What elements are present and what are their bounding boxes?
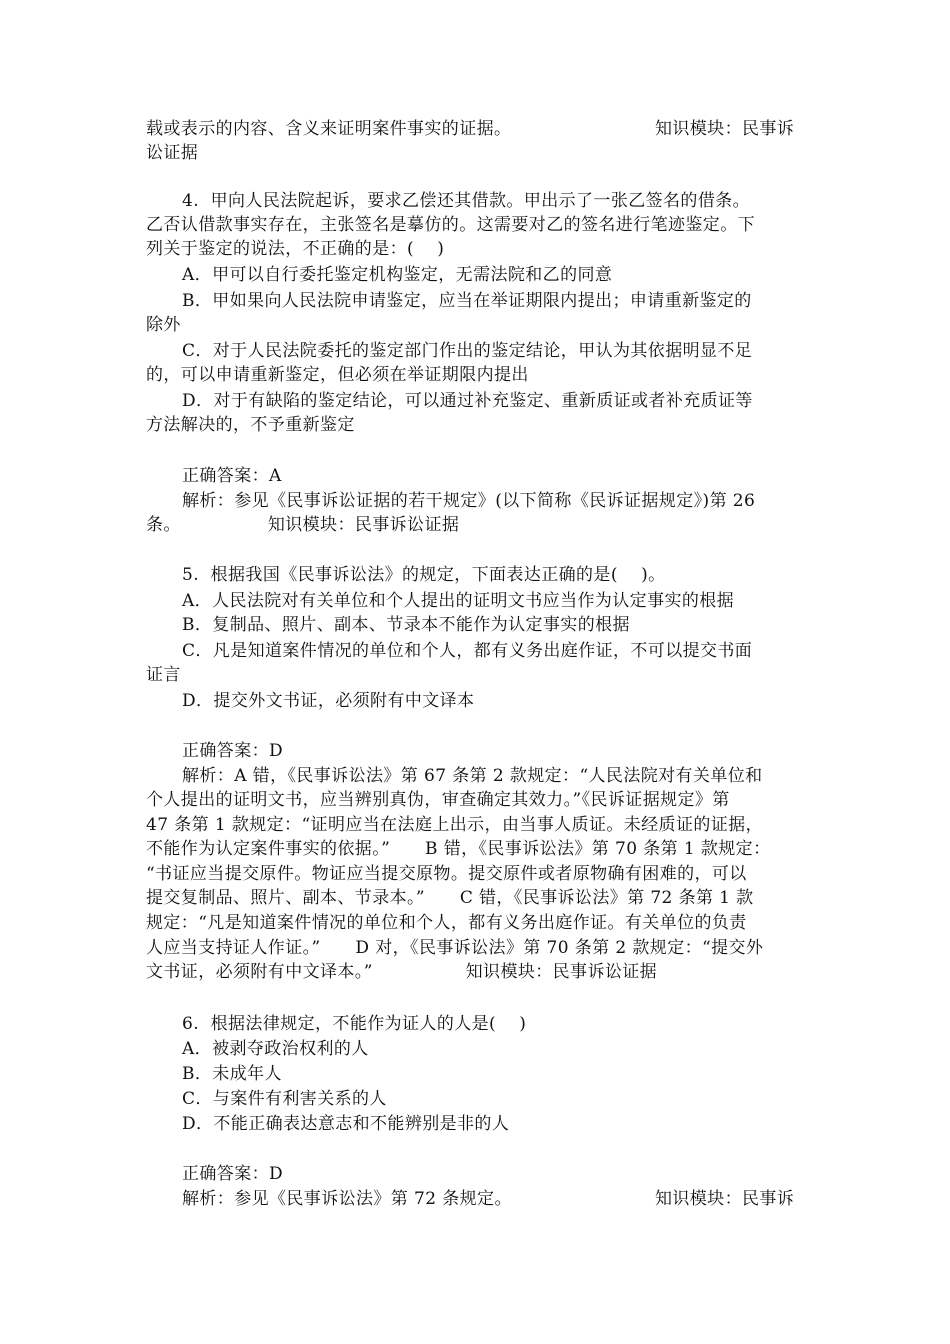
q6-option-b: B．未成年人 [182,1064,282,1084]
q5-analysis-line-7: 规定：“凡是知道案件情况的单位和个人，都有义务出庭作证。有关单位的负责 [146,913,747,933]
q5-analysis-line-8: 人应当支持证人作证。” D 对，《民事诉讼法》第 70 条第 2 款规定：“提交外 [146,938,764,958]
q6-stem: 6. 根据法律规定，不能作为证人的人是( ) [182,1014,527,1034]
q4-analysis-line-2: 条。 知识模块：民事诉讼证据 [146,515,460,535]
q6-answer: 正确答案：D [182,1164,284,1184]
q4-option-c-line-1: C．对于人民法院委托的鉴定部门作出的鉴定结论，甲认为其依据明显不足 [182,341,753,361]
q4-stem-line-2: 乙否认借款事实存在，主张签名是摹仿的。这需要对乙的签名进行笔迹鉴定。下 [146,215,755,235]
q5-analysis-line-9: 文书证，必须附有中文译本。” 知识模块：民事诉讼证据 [146,962,658,982]
q5-option-a: A．人民法院对有关单位和个人提出的证明文书应当作为认定事实的根据 [182,591,735,611]
q6-analysis: 解析：参见《民事诉讼法》第 72 条规定。 [182,1189,512,1209]
q3-module-tail: 讼证据 [146,143,199,163]
q6-option-a: A．被剥夺政治权利的人 [182,1039,369,1059]
q5-analysis-line-6: 提交复制品、照片、副本、节录本。” C 错，《民事诉讼法》第 72 条第 1 款 [146,888,754,908]
q5-option-b: B．复制品、照片、副本、节录本不能作为认定事实的根据 [182,615,630,635]
q5-analysis-line-4: 不能作为认定案件事实的依据。” B 错，《民事诉讼法》第 70 条第 1 款规定： [146,839,771,859]
q6-option-c: C．与案件有利害关系的人 [182,1089,387,1109]
q5-option-d: D．提交外文书证，必须附有中文译本 [182,691,475,711]
q3-analysis-tail: 载或表示的内容、含义来证明案件事实的证据。 [146,119,512,139]
q5-analysis-line-2: 个人提出的证明文书，应当辨别真伪，审查确定其效力。”《民诉证据规定》第 [146,790,730,810]
q4-analysis-line-1: 解析：参见《民事诉讼证据的若干规定》(以下简称《民诉证据规定》)第 26 [182,491,756,511]
q4-stem-line-1: 4. 甲向人民法院起诉，要求乙偿还其借款。甲出示了一张乙签名的借条。 [182,191,751,211]
q4-option-a: A．甲可以自行委托鉴定机构鉴定，无需法院和乙的同意 [182,265,613,285]
q5-analysis-line-5: “书证应当提交原件。物证应当提交原物。提交原件或者原物确有困难的，可以 [146,864,747,884]
q3-module-label: 知识模块：民事诉 [655,119,795,139]
q4-answer: 正确答案：A [182,466,282,486]
q5-option-c-line-2: 证言 [146,665,181,685]
q4-option-b-line-2: 除外 [146,315,181,335]
q4-option-b-line-1: B．甲如果向人民法院申请鉴定，应当在举证期限内提出；申请重新鉴定的 [182,291,752,311]
q6-module-label: 知识模块：民事诉 [655,1189,795,1209]
q4-stem-line-3: 列关于鉴定的说法，不正确的是：( ) [146,239,445,259]
q5-stem: 5. 根据我国《民事诉讼法》的规定，下面表达正确的是( )。 [182,565,666,585]
q6-option-d: D．不能正确表达意志和不能辨别是非的人 [182,1114,510,1134]
q4-option-d-line-1: D．对于有缺陷的鉴定结论，可以通过补充鉴定、重新质证或者补充质证等 [182,391,753,411]
q5-analysis-line-1: 解析：A 错，《民事诉讼法》第 67 条第 2 款规定：“人民法院对有关单位和 [182,766,763,786]
q4-option-c-line-2: 的，可以申请重新鉴定，但必须在举证期限内提出 [146,365,529,385]
q5-answer: 正确答案：D [182,741,284,761]
q5-option-c-line-1: C．凡是知道案件情况的单位和个人，都有义务出庭作证，不可以提交书面 [182,641,753,661]
q5-analysis-line-3: 47 条第 1 款规定：“证明应当在法庭上出示，由当事人质证。未经质证的证据， [146,815,763,835]
q4-option-d-line-2: 方法解决的，不予重新鉴定 [146,415,355,435]
